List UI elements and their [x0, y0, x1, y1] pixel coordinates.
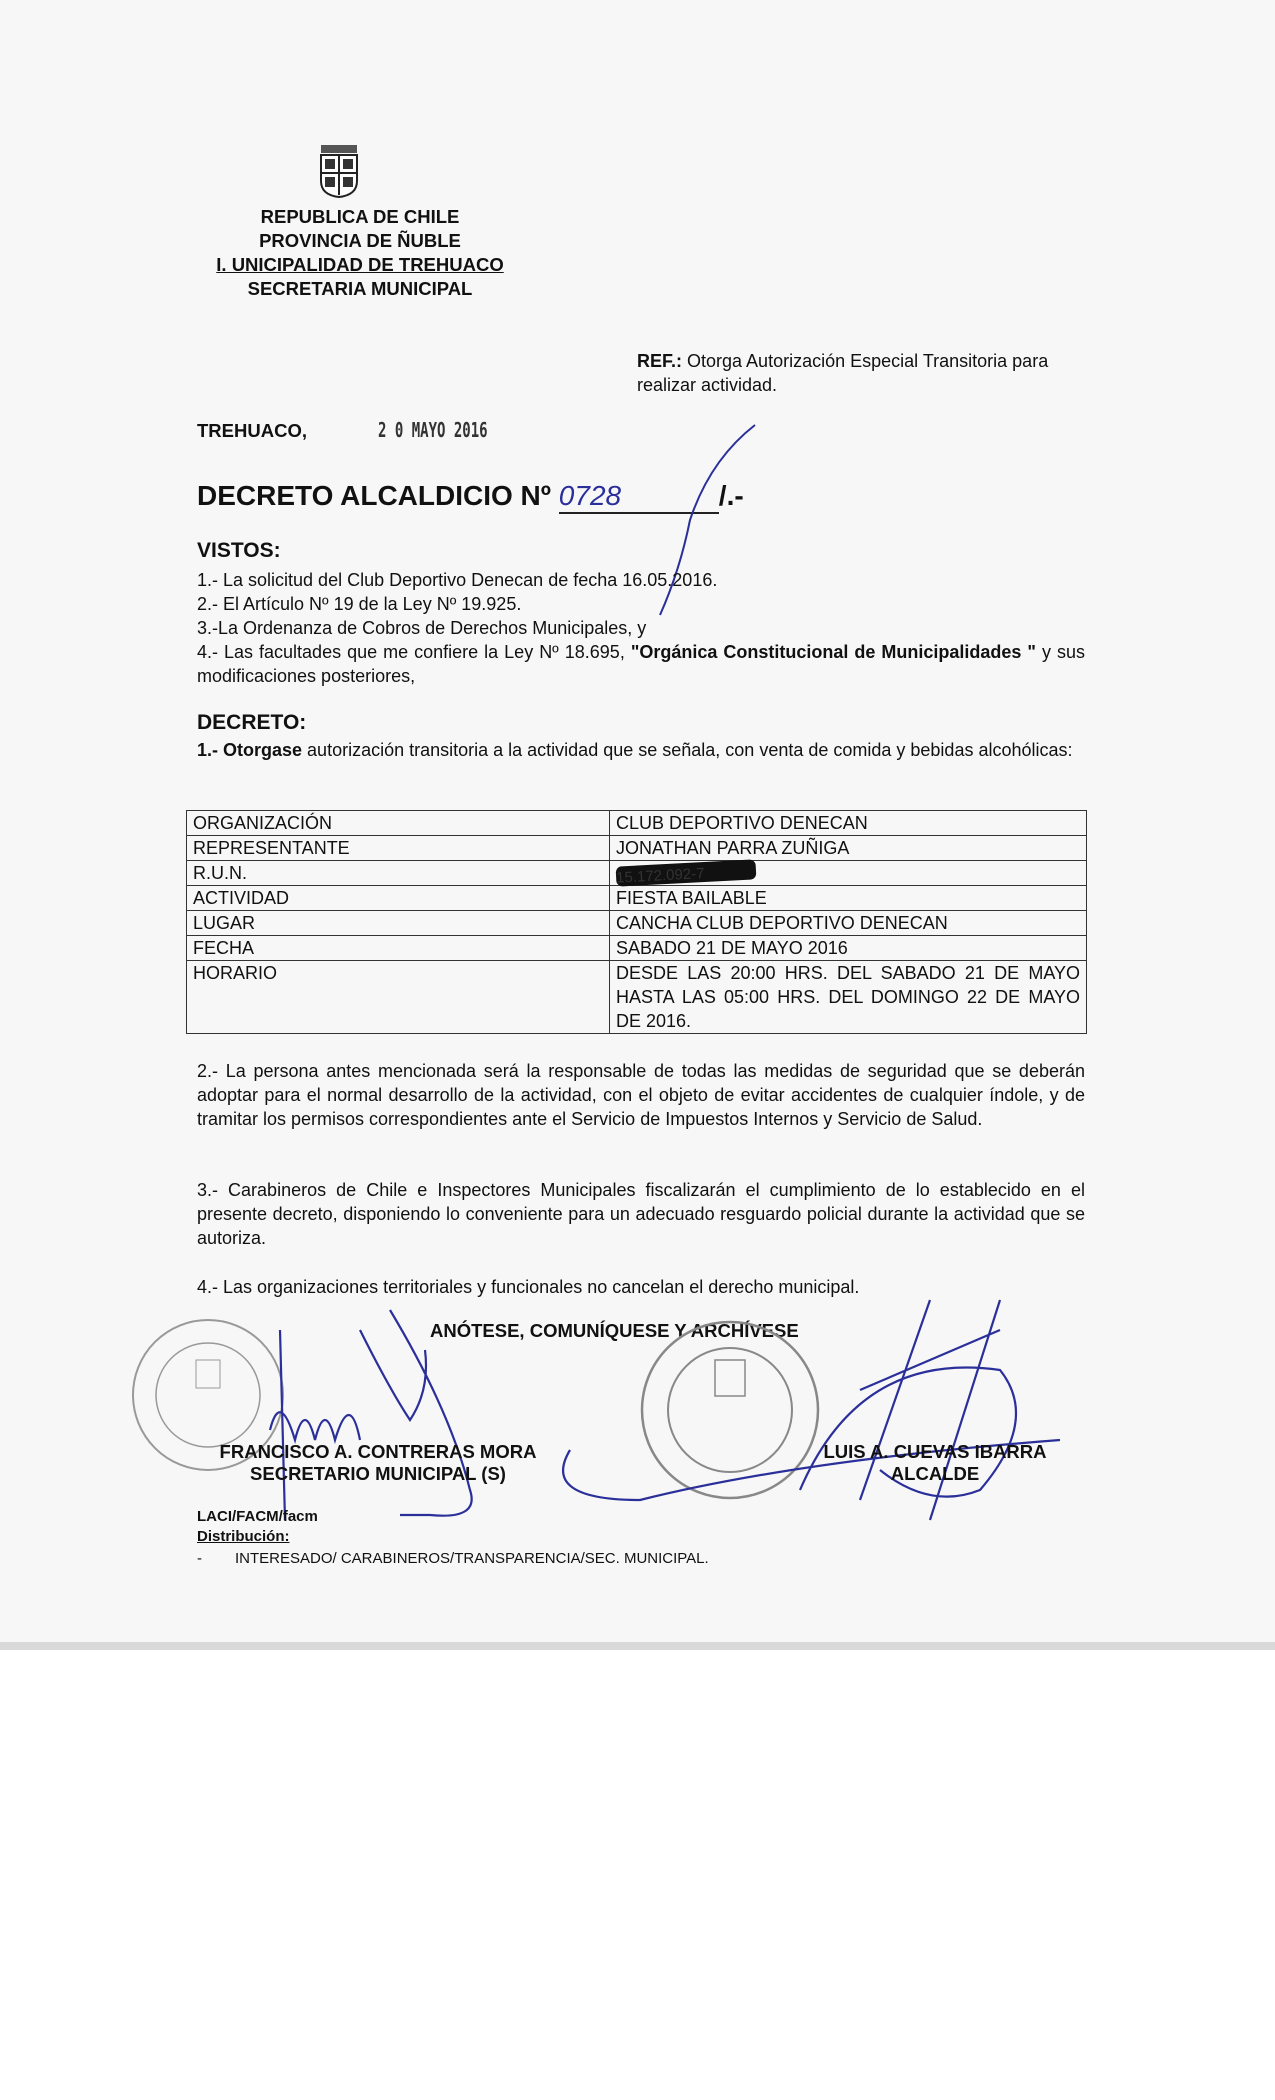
vistos-item: 2.- El Artículo Nº 19 de la Ley Nº 19.925.: [197, 594, 522, 614]
table-row: HORARIO DESDE LAS 20:00 HRS. DEL SABADO 21 DE MAYO HASTA LAS 05:00 HRS. DEL DOMINGO 22 DE MAYO DE 2016.: [187, 961, 1087, 1034]
redacted-run: 15.172.092-7: [616, 859, 757, 886]
letterhead: [160, 205, 560, 301]
initials: LACI/FACM/facm: [197, 1508, 318, 1525]
table-row: ACTIVIDAD FIESTA BAILABLE: [187, 886, 1087, 911]
decreto-paragraph-1: 1.- Otorgase autorización transitoria a la actividad que se señala, con venta de comida y bebidas alcohólicas:: [197, 740, 1073, 760]
place: TREHUACO,: [197, 420, 307, 441]
vistos-item: 3.-La Ordenanza de Cobros de Derechos Municipales, y: [197, 618, 647, 638]
distribution-item: - INTERESADO/ CARABINEROS/TRANSPARENCIA/SEC. MUNICIPAL.: [197, 1550, 709, 1567]
table-row: ORGANIZACIÓN CLUB DEPORTIVO DENECAN: [187, 811, 1087, 836]
date-stamp: 2 0 MAYO 2016: [378, 418, 488, 442]
table-row: LUGAR CANCHA CLUB DEPORTIVO DENECAN: [187, 911, 1087, 936]
table-row: R.U.N. 15.172.092-7: [187, 861, 1087, 886]
mayor-signature-block: LUIS A. CUEVAS IBARRA ALCALDE: [823, 1441, 1047, 1484]
handwritten-signatures: [240, 1290, 1060, 1540]
header-line: PROVINCIA DE ÑUBLE: [259, 230, 461, 251]
table-row: FECHA SABADO 21 DE MAYO 2016: [187, 936, 1087, 961]
decreto-heading: DECRETO:: [197, 711, 307, 734]
distribution-label: Distribución:: [197, 1528, 290, 1545]
header-line: REPUBLICA DE CHILE: [260, 206, 460, 227]
secretary-signature-block: FRANCISCO A. CONTRERAS MORA SECRETARIO MUNICIPAL (S): [219, 1441, 537, 1484]
table-row: REPRESENTANTE JONATHAN PARRA ZUÑIGA: [187, 836, 1087, 861]
reference: REF.: Otorga Autorización Especial Transitoria para realizar actividad.: [637, 351, 1049, 395]
vistos-item: 4.- Las facultades que me confiere la Ley Nº 18.695, "Orgánica Constitucional de Municipalidades " y sus modificaciones posteriores,: [197, 642, 1085, 686]
vistos-list: [197, 568, 1085, 688]
municipal-crest-icon: [315, 145, 363, 199]
decreto-paragraph-4: 4.- Las organizaciones territoriales y funcionales no cancelan el derecho municipal.: [197, 1277, 860, 1297]
decreto-paragraph-2: 2.- La persona antes mencionada será la responsable de todas las medidas de seguridad que se deberán adoptar para el normal desarrollo de la actividad, con el objeto de evitar accidentes de cualquier índole, y de tramitar los permisos correspondientes ante el Servicio de Impuestos Internos y Servicio de Salud.: [197, 1061, 1085, 1129]
vistos-heading: VISTOS:: [197, 539, 281, 562]
decreto-paragraph-3: 3.- Carabineros de Chile e Inspectores Municipales fiscalizarán el cumplimiento de lo establecido en el presente decreto, disponiendo lo conveniente para un adecuado resguardo policial durante la actividad que se autoriza.: [197, 1180, 1085, 1248]
header-line: I. UNICIPALIDAD DE TREHUACO: [216, 254, 504, 275]
vistos-item: 1.- La solicitud del Club Deportivo Denecan de fecha 16.05.2016.: [197, 570, 718, 590]
header-line: SECRETARIA MUNICIPAL: [247, 278, 473, 299]
closing-formula: ANÓTESE, COMUNÍQUESE Y ARCHÍVESE: [430, 1320, 799, 1341]
decree-title: DECRETO ALCALDICIO Nº 0728 /.-: [197, 480, 744, 514]
activity-table: [186, 810, 1087, 1034]
